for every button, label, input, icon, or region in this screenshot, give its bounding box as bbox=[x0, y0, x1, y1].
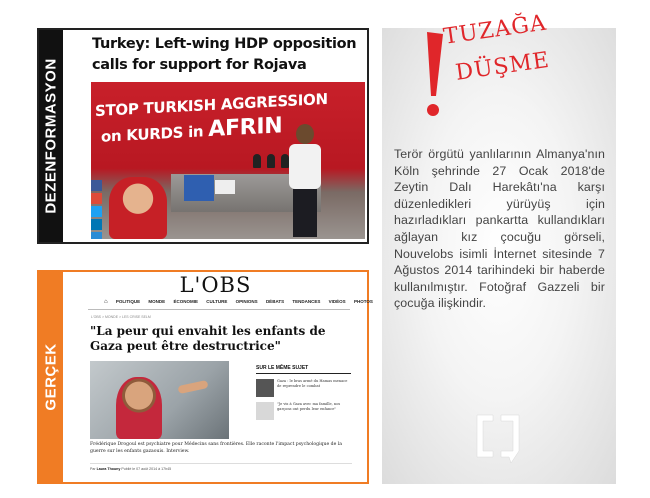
fact-panel bbox=[37, 270, 373, 484]
article-photo bbox=[90, 361, 229, 439]
nav-item[interactable]: CULTURE bbox=[206, 299, 228, 304]
explanation-text: Terör örgütü yanlılarının Almanya'nın Köln şehrinde 27 Ocak 2018'de Zeytin Dalı Harekâtı'na karşı düzenledikleri yürüyüş için hazırladıkları pankartta kullandıkları ağlayan kız çocuğu görseli, Nouvelobs isimli İnternet sitesinde 7 Ağustos 2014 tarihindeki bir haberde kullanılmıştır. Fotoğraf Gazzeli bir çocuğa ilişkindir. bbox=[394, 147, 605, 311]
crying-girl-image bbox=[116, 377, 162, 439]
crying-child-image bbox=[109, 177, 167, 239]
share-icon[interactable] bbox=[91, 232, 102, 239]
fact-side-label bbox=[39, 272, 63, 482]
nav-item[interactable]: OPINIONS bbox=[235, 299, 258, 304]
lobs-nav-bar bbox=[104, 299, 373, 305]
explanation-panel bbox=[382, 10, 616, 484]
nav-divider bbox=[88, 309, 350, 310]
disinformation-label-text: DEZENFORMASYON bbox=[42, 58, 60, 214]
banner-text-line2-b: AFRIN bbox=[208, 113, 283, 143]
article-title: "La peur qui envahit les enfants de Gaza peut être destructrice" bbox=[90, 324, 326, 353]
banner-text-line2 bbox=[101, 113, 282, 148]
lobs-logo: L'OBS bbox=[179, 273, 252, 297]
related-thumbnail bbox=[256, 379, 274, 397]
breadcrumb[interactable]: L'OBS > MONDE > LES CRISE SELM bbox=[91, 315, 151, 319]
fact-label-text: GERÇEK bbox=[42, 343, 60, 411]
byline-author[interactable]: Laura Thouny bbox=[96, 467, 121, 471]
related-thumbnail bbox=[256, 402, 274, 420]
related-article[interactable] bbox=[256, 378, 351, 400]
exclamation-icon bbox=[418, 30, 448, 120]
nav-item[interactable]: VIDÉOS bbox=[328, 299, 346, 304]
nav-item[interactable]: DÉBATS bbox=[265, 299, 285, 304]
banner-text-line1: STOP TURKISH AGGRESSION bbox=[95, 89, 328, 121]
twitter-icon[interactable] bbox=[91, 206, 102, 217]
byline-date: Publié le 07 août 2014 à 17h45 bbox=[121, 467, 172, 471]
banner-badge-image bbox=[184, 175, 214, 201]
disinformation-side-label bbox=[39, 30, 63, 242]
nav-item[interactable]: ÉCONOMIE bbox=[173, 299, 198, 304]
banner-text-line2-a: on KURDS in bbox=[101, 122, 209, 146]
protest-photo bbox=[91, 82, 365, 239]
nav-item[interactable]: MONDE bbox=[148, 299, 166, 304]
disinformation-headline: Turkey: Left-wing HDP opposition calls for support for Rojava bbox=[92, 36, 357, 73]
reaching-hand-image bbox=[177, 380, 208, 394]
article-lead: Frédérique Drogoul est psychiatre pour Médecins sans frontières. Elle raconte l'impact psychologique de la guerre sur les enfants gazaouis. Interview. bbox=[90, 442, 343, 454]
article-byline bbox=[90, 463, 352, 471]
nav-item[interactable]: PHOTOS bbox=[353, 299, 373, 304]
share-buttons bbox=[91, 180, 103, 239]
disinformation-panel bbox=[37, 28, 369, 244]
facebook-icon[interactable] bbox=[91, 180, 102, 191]
nav-item[interactable]: TENDANCES bbox=[292, 299, 321, 304]
home-icon[interactable]: ⌂ bbox=[104, 299, 108, 305]
linkedin-icon[interactable] bbox=[91, 219, 102, 230]
related-article[interactable] bbox=[256, 401, 351, 423]
banner-small-sign bbox=[215, 180, 235, 194]
related-article-title: Gaza : le bras armé du Hamas menace de reprendre le combat bbox=[277, 379, 348, 388]
google-plus-icon[interactable] bbox=[91, 193, 102, 204]
byline-prefix: Par bbox=[90, 467, 97, 471]
headline-dusme: DÜŞME bbox=[454, 47, 552, 86]
lobs-article-screenshot bbox=[64, 272, 373, 482]
headline-tuzaga: TUZAĞA bbox=[442, 10, 549, 50]
nav-item[interactable]: POLITIQUE bbox=[115, 299, 141, 304]
same-subject-heading: SUR LE MÊME SUJET bbox=[256, 365, 351, 374]
related-article-title: "Je vis à Gaza avec ma famille, nos garçons ont perdu leur enfance" bbox=[277, 402, 341, 411]
boy-figure bbox=[286, 124, 326, 239]
brand-logo-icon bbox=[473, 411, 523, 467]
